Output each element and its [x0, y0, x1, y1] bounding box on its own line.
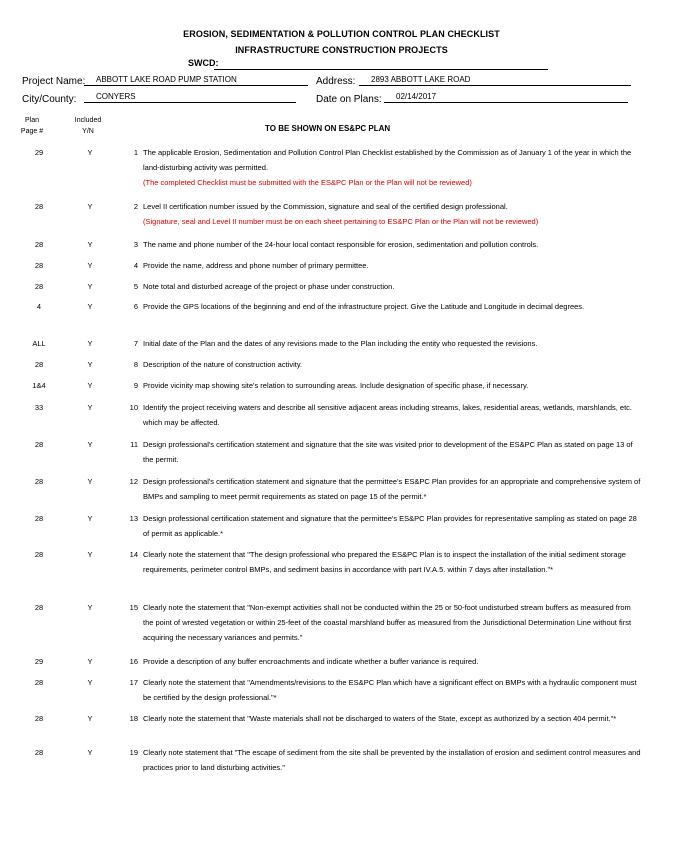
row-number: 4	[133, 261, 138, 270]
row-text: Description of the nature of construction activity.	[143, 360, 303, 369]
row-page: 28	[34, 282, 44, 291]
address-value: 2893 ABBOTT LAKE ROAD	[371, 75, 471, 84]
row-included[interactable]: Y	[87, 381, 93, 390]
row-text: Provide the GPS locations of the beginning and end of the infrastructure project. Give the Latitude and Longitude in decimal degrees.	[143, 302, 585, 311]
row-text: Identify the project receiving waters and describe all sensitive adjacent areas including streams, lakes, residential areas, wetlands, marshlands, etc. which may be affected.	[143, 403, 632, 427]
row-number: 1	[133, 148, 138, 157]
row-included[interactable]: Y	[87, 550, 93, 559]
row-number: 13	[129, 514, 138, 523]
row-number: 7	[133, 339, 138, 348]
row-number: 6	[133, 302, 138, 311]
row-text: Provide vicinity map showing site's relation to surrounding areas. Include designation of specific phase, if necessary.	[143, 381, 529, 390]
date-field[interactable]	[384, 91, 628, 103]
row-included[interactable]: Y	[87, 514, 93, 523]
row-included[interactable]: Y	[87, 148, 93, 157]
plan-page-header: Plan Page #	[20, 117, 44, 135]
city-label: City/County:	[22, 94, 77, 105]
row-number: 18	[129, 714, 138, 723]
row-text: Clearly note the statement that "Waste materials shall not be discharged to waters of the State, except as authorized by a section 404 permit."*	[143, 714, 617, 723]
row-text: Level II certification number issued by the Commission, signature and seal of the certified design professional. (Signature, seal and Level II number must be on each sheet pertaining to ES&PC Plan or the Plan will not be reviewed)	[143, 199, 643, 229]
row-number: 12	[129, 477, 138, 486]
row-page: 28	[34, 240, 44, 249]
row-text: The applicable Erosion, Sedimentation and Pollution Control Plan Checklist established by the Commission as of January 1 of the year in which the land-disturbing activity was permitted. (The completed Checklist must be submitted with the ES&PC Plan or the Plan will not be reviewed)	[143, 145, 643, 190]
row-page: 28	[34, 603, 44, 612]
city-value: CONYERS	[96, 92, 136, 101]
row-note: (Signature, seal and Level II number must be on each sheet pertaining to ES&PC Plan or the Plan will not be reviewed)	[143, 217, 539, 226]
row-included[interactable]: Y	[87, 240, 93, 249]
date-label: Date on Plans:	[316, 94, 382, 105]
row-page: 4	[36, 302, 42, 311]
row-text: Initial date of the Plan and the dates of any revisions made to the Plan including the entity who requested the revisions.	[143, 339, 538, 348]
row-page: ALL	[32, 339, 46, 348]
row-page: 28	[34, 714, 44, 723]
row-number: 5	[133, 282, 138, 291]
row-page: 28	[34, 261, 44, 270]
row-included[interactable]: Y	[87, 477, 93, 486]
project-name-field[interactable]	[84, 74, 308, 86]
row-number: 11	[130, 440, 138, 449]
row-text: Design professional certification statement and signature that the permittee's ES&PC Plan provides for representative sampling as stated on page 28 of permit as applicable.*	[143, 514, 637, 538]
row-included[interactable]: Y	[87, 748, 93, 757]
row-included[interactable]: Y	[87, 202, 93, 211]
row-included[interactable]: Y	[87, 440, 93, 449]
shown-heading: TO BE SHOWN ON ES&PC PLAN	[265, 124, 391, 133]
row-page: 28	[34, 202, 44, 211]
row-included[interactable]: Y	[87, 360, 93, 369]
date-value: 02/14/2017	[396, 92, 437, 101]
row-text: Design professional's certification statement and signature that the site was visited prior to development of the ES&PC Plan as stated on page 13 of the permit.	[143, 440, 633, 464]
row-included[interactable]: Y	[87, 403, 93, 412]
row-included[interactable]: Y	[87, 714, 93, 723]
project-name-value: ABBOTT LAKE ROAD PUMP STATION	[96, 75, 237, 84]
row-page: 28	[34, 748, 44, 757]
row-text: Note total and disturbed acreage of the project or phase under construction.	[143, 282, 395, 291]
address-label: Address:	[316, 76, 356, 87]
address-field[interactable]	[359, 74, 631, 86]
row-number: 19	[129, 748, 138, 757]
row-text: Clearly note statement that "The escape of sediment from the site shall be prevented by the installation of erosion and sediment control measures and practices prior to land disturbing activities."	[143, 748, 641, 772]
row-number: 2	[133, 202, 138, 211]
row-page: 28	[34, 477, 44, 486]
row-page: 28	[34, 360, 44, 369]
row-number: 3	[133, 240, 138, 249]
row-page: 28	[34, 550, 44, 559]
row-text: Provide the name, address and phone number of primary permittee.	[143, 261, 369, 270]
row-number: 16	[129, 657, 138, 666]
row-number: 17	[129, 678, 138, 687]
project-name-label: Project Name:	[22, 76, 86, 87]
row-text: Clearly note the statement that "Amendments/revisions to the ES&PC Plan which have a significant effect on BMPs with a hydraulic component must be certified by the design professional."*	[143, 678, 637, 702]
row-text: Design professional's certification statement and signature that the permittee's ES&PC Plan provides for an appropriate and comprehensive system of BMPs and sampling to meet permit requirements as stated on page 15 of the permit.*	[143, 477, 641, 501]
checklist-subtitle: INFRASTRUCTURE CONSTRUCTION PROJECTS	[235, 45, 448, 55]
checklist-title: EROSION, SEDIMENTATION & POLLUTION CONTROL PLAN CHECKLIST	[183, 29, 500, 39]
row-included[interactable]: Y	[87, 261, 93, 270]
row-number: 15	[129, 603, 138, 612]
swcd-field[interactable]	[214, 58, 548, 70]
row-page: 29	[34, 148, 44, 157]
city-field[interactable]	[84, 91, 296, 103]
row-number: 10	[129, 403, 138, 412]
row-number: 14	[129, 550, 138, 559]
row-included[interactable]: Y	[87, 339, 93, 348]
swcd-label: SWCD:	[188, 58, 219, 68]
row-text: The name and phone number of the 24-hour local contact responsible for erosion, sedimentation and pollution controls.	[143, 240, 539, 249]
row-text: Provide a description of any buffer encroachments and indicate whether a buffer variance is required.	[143, 657, 479, 666]
row-included[interactable]: Y	[87, 282, 93, 291]
row-page: 28	[34, 514, 44, 523]
row-text: Clearly note the statement that "Non-exempt activities shall not be conducted within the 25 or 50-foot undisturbed stream buffers as measured from the point of wrested vegetation or within 25-feet of the coastal marshland buffer as measured from the Jurisdictional Determination Line without first acquiring the necessary variances and permits."	[143, 603, 632, 642]
row-note: (The completed Checklist must be submitted with the ES&PC Plan or the Plan will not be reviewed)	[143, 178, 472, 187]
row-text: Clearly note the statement that "The design professional who prepared the ES&PC Plan is to inspect the installation of the initial sediment storage requirements, perimeter control BMPs, and sediment basins in accordance with part IV.A.5. within 7 days after installation."*	[143, 550, 626, 574]
row-included[interactable]: Y	[87, 657, 93, 666]
row-number: 8	[133, 360, 138, 369]
row-included[interactable]: Y	[87, 603, 93, 612]
row-page: 28	[34, 678, 44, 687]
included-header: Included Y/N	[74, 117, 102, 135]
row-included[interactable]: Y	[87, 678, 93, 687]
row-number: 9	[133, 381, 138, 390]
row-page: 29	[34, 657, 44, 666]
row-page: 1&4	[32, 381, 46, 390]
row-included[interactable]: Y	[87, 302, 93, 311]
row-page: 28	[34, 440, 44, 449]
row-page: 33	[34, 403, 44, 412]
